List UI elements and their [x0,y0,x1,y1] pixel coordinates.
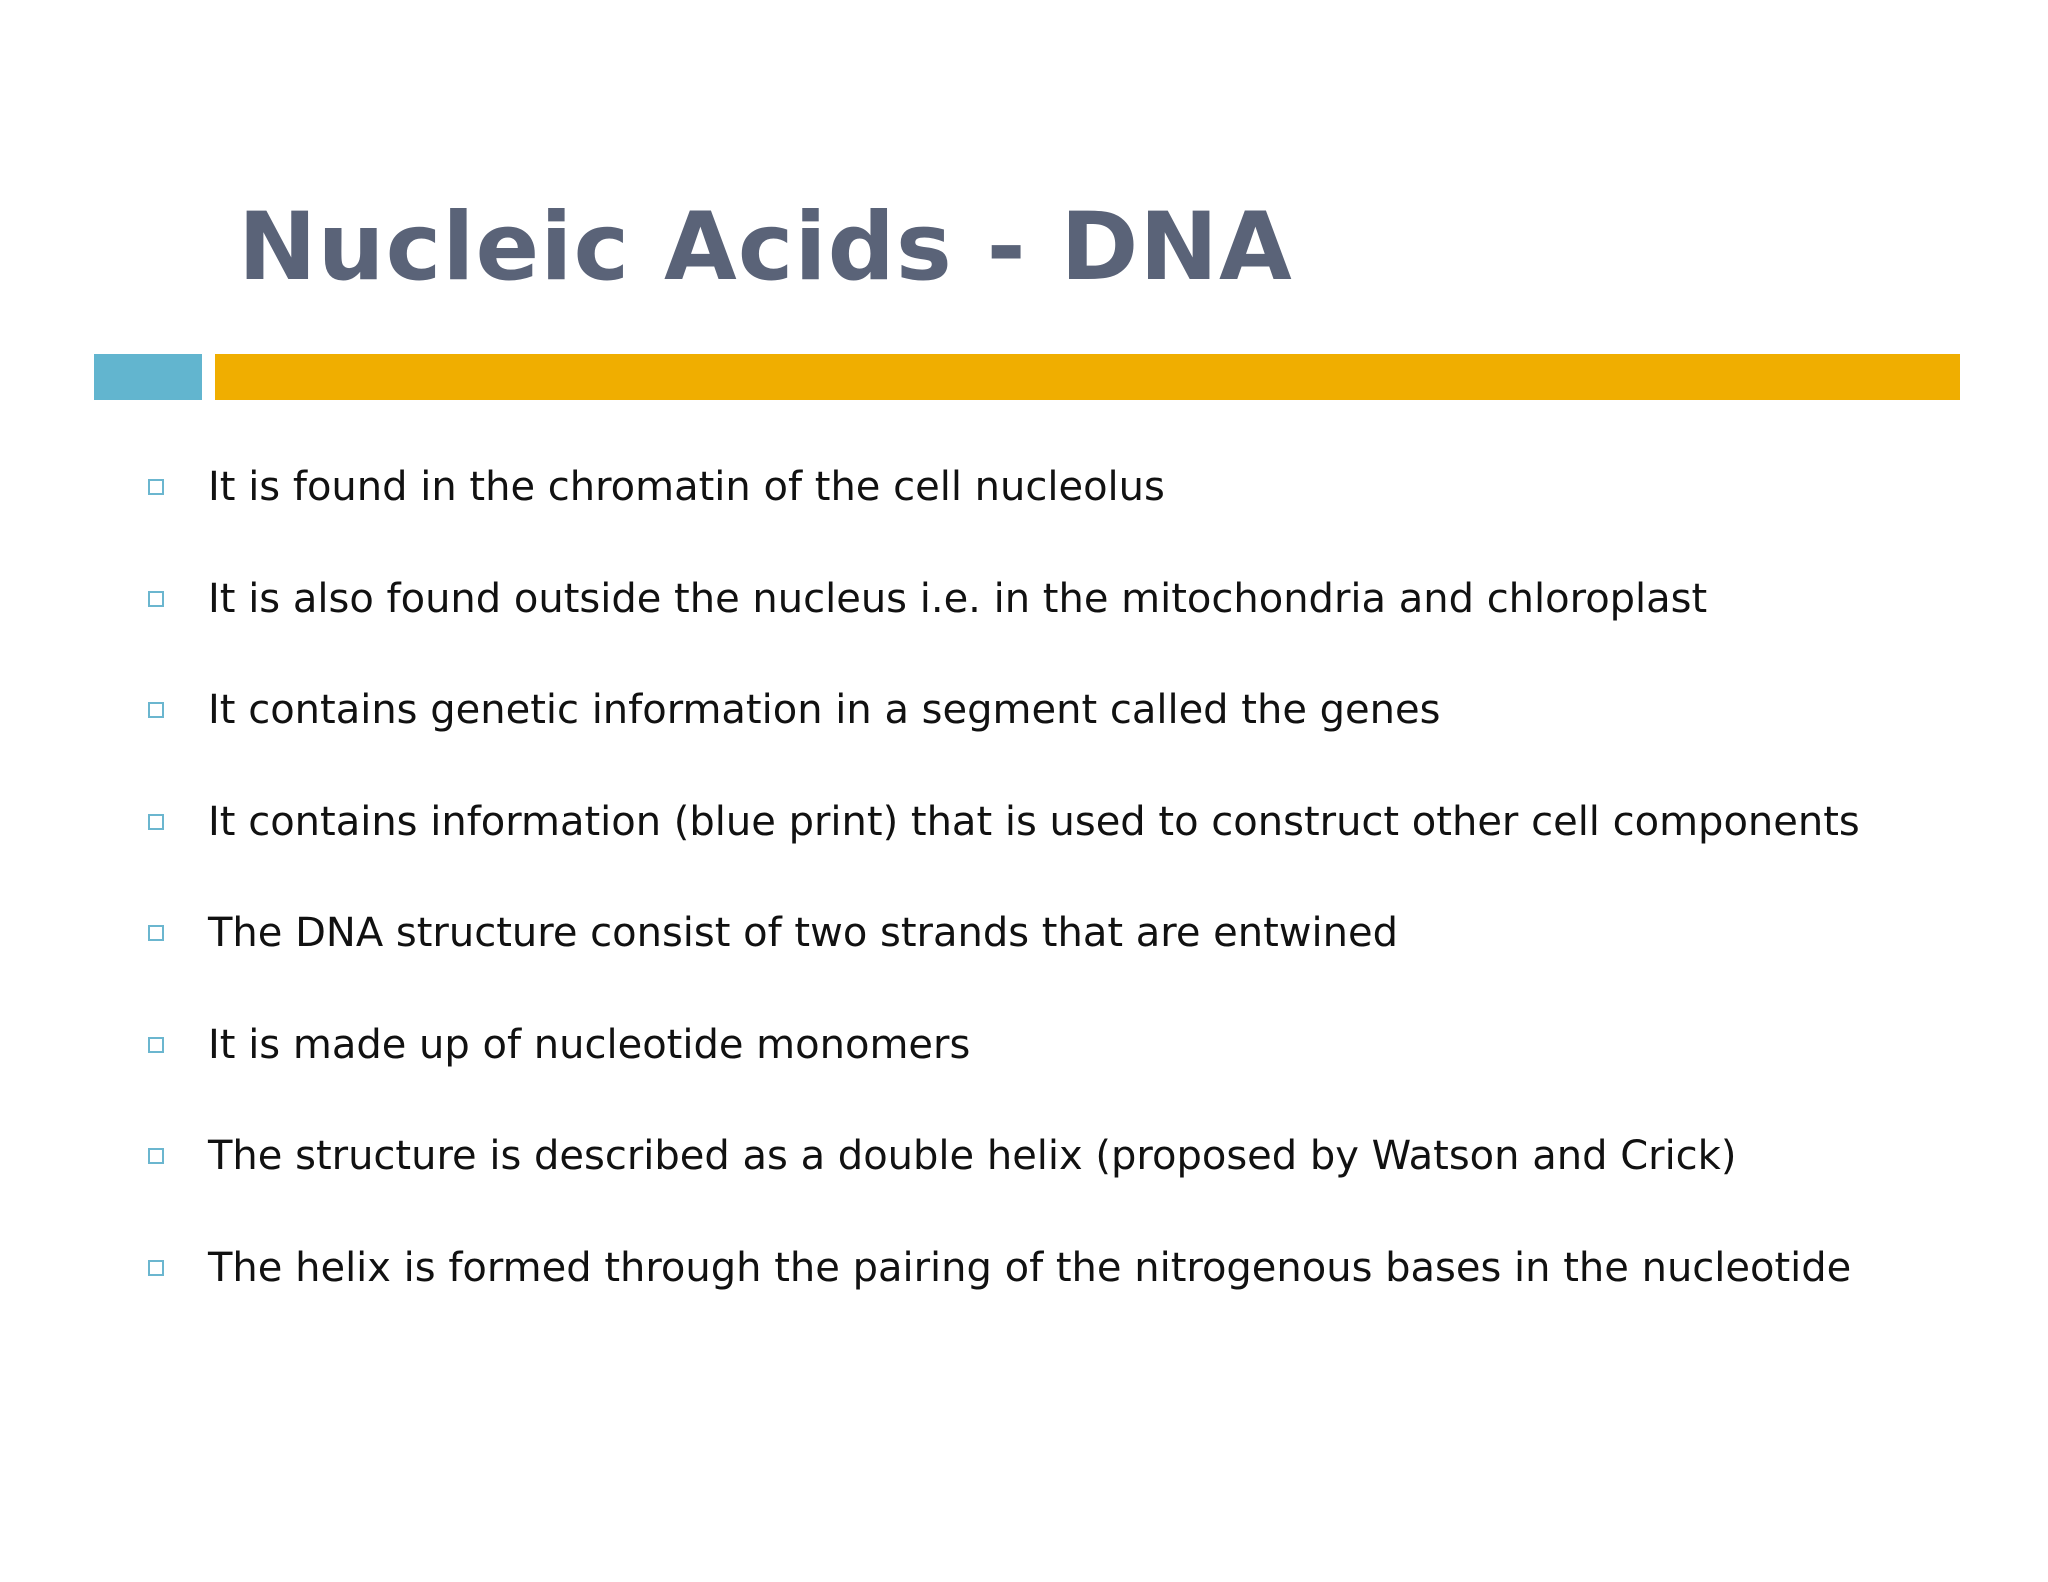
bullet-text: It is also found outside the nucleus i.e. in the mitochondria and chloroplast [208,575,1708,622]
title-accent-bar-right [215,354,1960,400]
bullet-item [0,564,2048,676]
bullet-item [0,1121,2048,1233]
hollow-square-icon [148,925,164,941]
bullet-text: It is made up of nucleotide monomers [208,1021,971,1068]
hollow-square-icon [148,702,164,718]
bullet-text: The helix is formed through the pairing of the nitrogenous bases in the nucleotide [208,1244,1852,1291]
hollow-square-icon [148,1037,164,1053]
bullet-item [0,452,2048,564]
bullet-item [0,787,2048,899]
hollow-square-icon [148,1148,164,1164]
hollow-square-icon [148,479,164,495]
hollow-square-icon [148,591,164,607]
bullet-list [0,452,2048,1344]
bullet-text: It is found in the chromatin of the cell nucleolus [208,464,1165,510]
hollow-square-icon [148,814,164,830]
hollow-square-icon [148,1260,164,1276]
bullet-item [0,1010,2048,1122]
slide-title: Nucleic Acids - DNA [238,193,1293,302]
bullet-text: It contains information (blue print) that is used to construct other cell components [208,798,1860,845]
bullet-item [0,675,2048,787]
bullet-text: It contains genetic information in a segment called the genes [208,687,1441,733]
bullet-text: The structure is described as a double helix (proposed by Watson and Crick) [208,1133,1737,1179]
bullet-item [0,898,2048,1010]
title-accent-bar-left [94,354,202,400]
bullet-item [0,1233,2048,1345]
bullet-text: The DNA structure consist of two strands that are entwined [208,910,1398,956]
